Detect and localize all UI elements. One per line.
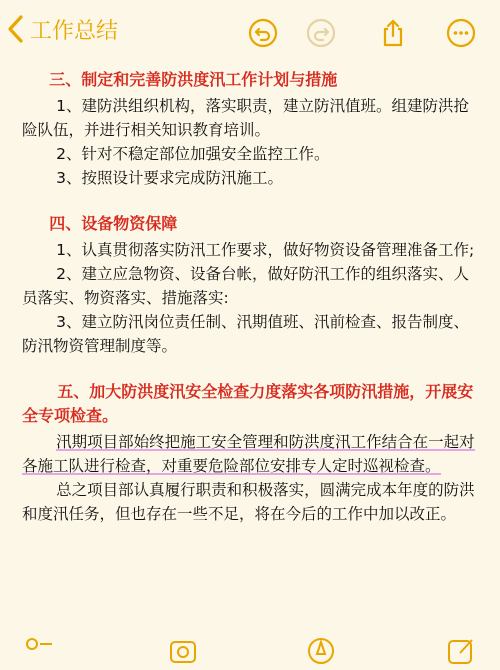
markup-icon[interactable] [306,636,336,666]
list-item: 2、建立应急物资、设备台帐，做好防汛工作的组织落实、人员落实、物资落实、措施落实: [22,265,469,307]
section-heading: 四、设备物资保障 [49,214,178,233]
compose-icon[interactable] [446,636,476,666]
back-button[interactable] [6,14,118,50]
section-heading: 五、加大防洪度汛安全检查力度落实各项防汛措施，开展安全专项检查。 [22,382,474,425]
list-item: 2、针对不稳定部位加强安全监控工作。 [56,145,330,163]
camera-icon[interactable] [168,636,198,666]
list-item: 3、建立防汛岗位责任制、汛期值班、汛前检查、报告制度、防汛物资管理制度等。 [22,313,469,355]
redo-icon[interactable] [306,18,336,48]
list-item: 1、认真贯彻落实防汛工作要求，做好物资设备管理准备工作; [56,241,475,259]
list-item: 总之项目部认真履行职责和积极落实，圆满完成本年度的防洪和度汛任务，但也存在一些不足，将在今后的工作中加以改正。 [22,481,475,523]
undo-icon[interactable] [248,18,278,48]
highlighted-text: 汛期项目部始终把施工安全管理和防洪度汛工作结合在一起对各施工队进行检查，对重要危险部位安排专人定时巡视检查。 [22,433,475,475]
list-item: 3、按照设计要求完成防汛施工。 [56,169,283,187]
checklist-icon[interactable] [24,636,54,666]
section-heading: 三、制定和完善防洪度汛工作计划与措施 [49,70,338,89]
bottom-toolbar [0,634,500,654]
back-title: 工作总结 [30,19,119,44]
list-item [22,430,482,478]
share-icon[interactable] [378,18,408,48]
note-body[interactable] [22,64,482,526]
top-toolbar [0,0,500,64]
more-icon[interactable] [446,18,476,48]
list-item: 1、建防洪组织机构，落实职责，建立防汛值班。组建防洪抢险队伍，并进行相关知识教育培训。 [22,97,469,139]
chevron-left-icon [6,14,24,50]
